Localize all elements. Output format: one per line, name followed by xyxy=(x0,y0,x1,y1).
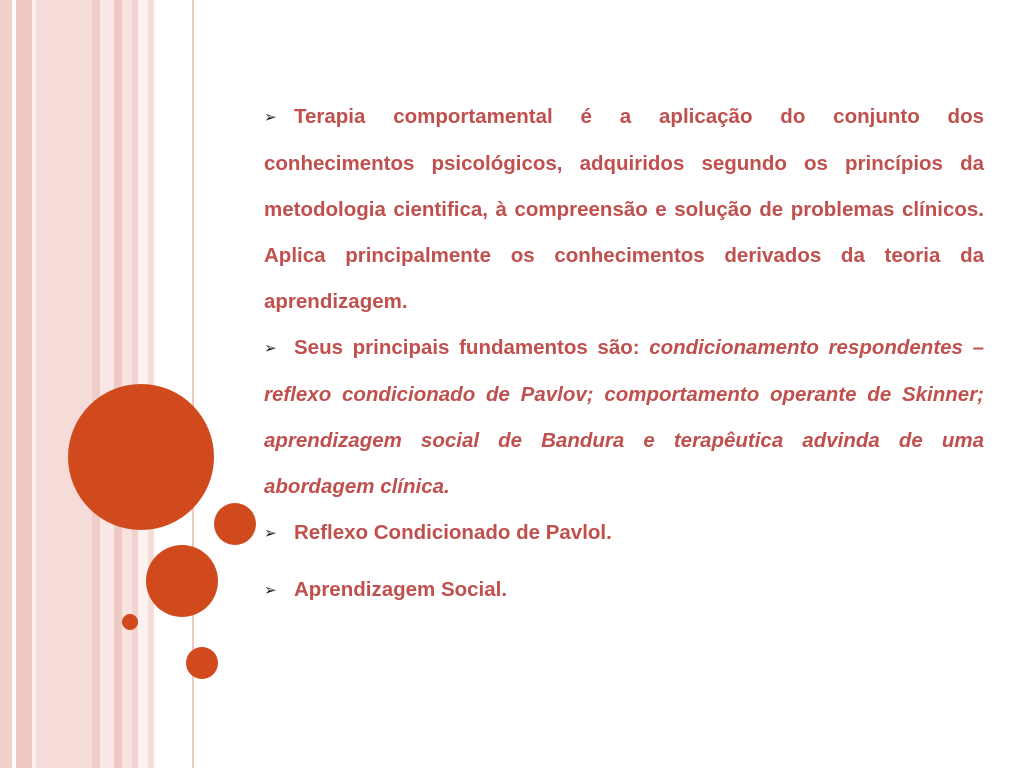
decor-stripe xyxy=(36,0,92,768)
decor-circle-tiny xyxy=(122,614,138,630)
decor-circle-medium xyxy=(146,545,218,617)
decor-circle-large xyxy=(68,384,214,530)
decor-circle-small xyxy=(186,647,218,679)
bullet-text: Seus principais fundamentos são: xyxy=(294,336,650,359)
arrow-bullet-icon: ➢ xyxy=(264,582,277,599)
bullet-text: Terapia comportamental é a aplicação do conjunto dos conhecimentos psicológicos, adquiridos segundo os princípios da metodologia cientifica, à compreensão e solução de problemas clínicos. Aplica principalmente os conhecimentos derivados da teoria da aprendizagem. xyxy=(264,105,984,313)
decor-stripe xyxy=(114,0,122,768)
decor-stripe xyxy=(0,0,12,768)
arrow-bullet-icon: ➢ xyxy=(264,525,277,542)
decor-circle-small xyxy=(214,503,256,545)
bullet-item xyxy=(264,94,984,325)
bullet-item xyxy=(264,510,984,557)
bullet-italic-text: condicionamento respondentes – reflexo condicionado de Pavlov; comportamento operante de Skinner; aprendizagem social de Bandura e terapêutica advinda de uma abordagem clínica. xyxy=(264,336,984,498)
slide-body xyxy=(264,94,984,614)
decor-stripe xyxy=(100,0,114,768)
arrow-bullet-icon: ➢ xyxy=(264,109,277,126)
decor-stripe xyxy=(92,0,100,768)
bullet-item xyxy=(264,325,984,510)
bullet-text: Aprendizagem Social. xyxy=(294,578,508,601)
arrow-bullet-icon: ➢ xyxy=(264,340,277,357)
bullet-text: Reflexo Condicionado de Pavlol. xyxy=(294,521,612,544)
decor-stripe xyxy=(16,0,32,768)
bullet-item xyxy=(264,567,984,614)
